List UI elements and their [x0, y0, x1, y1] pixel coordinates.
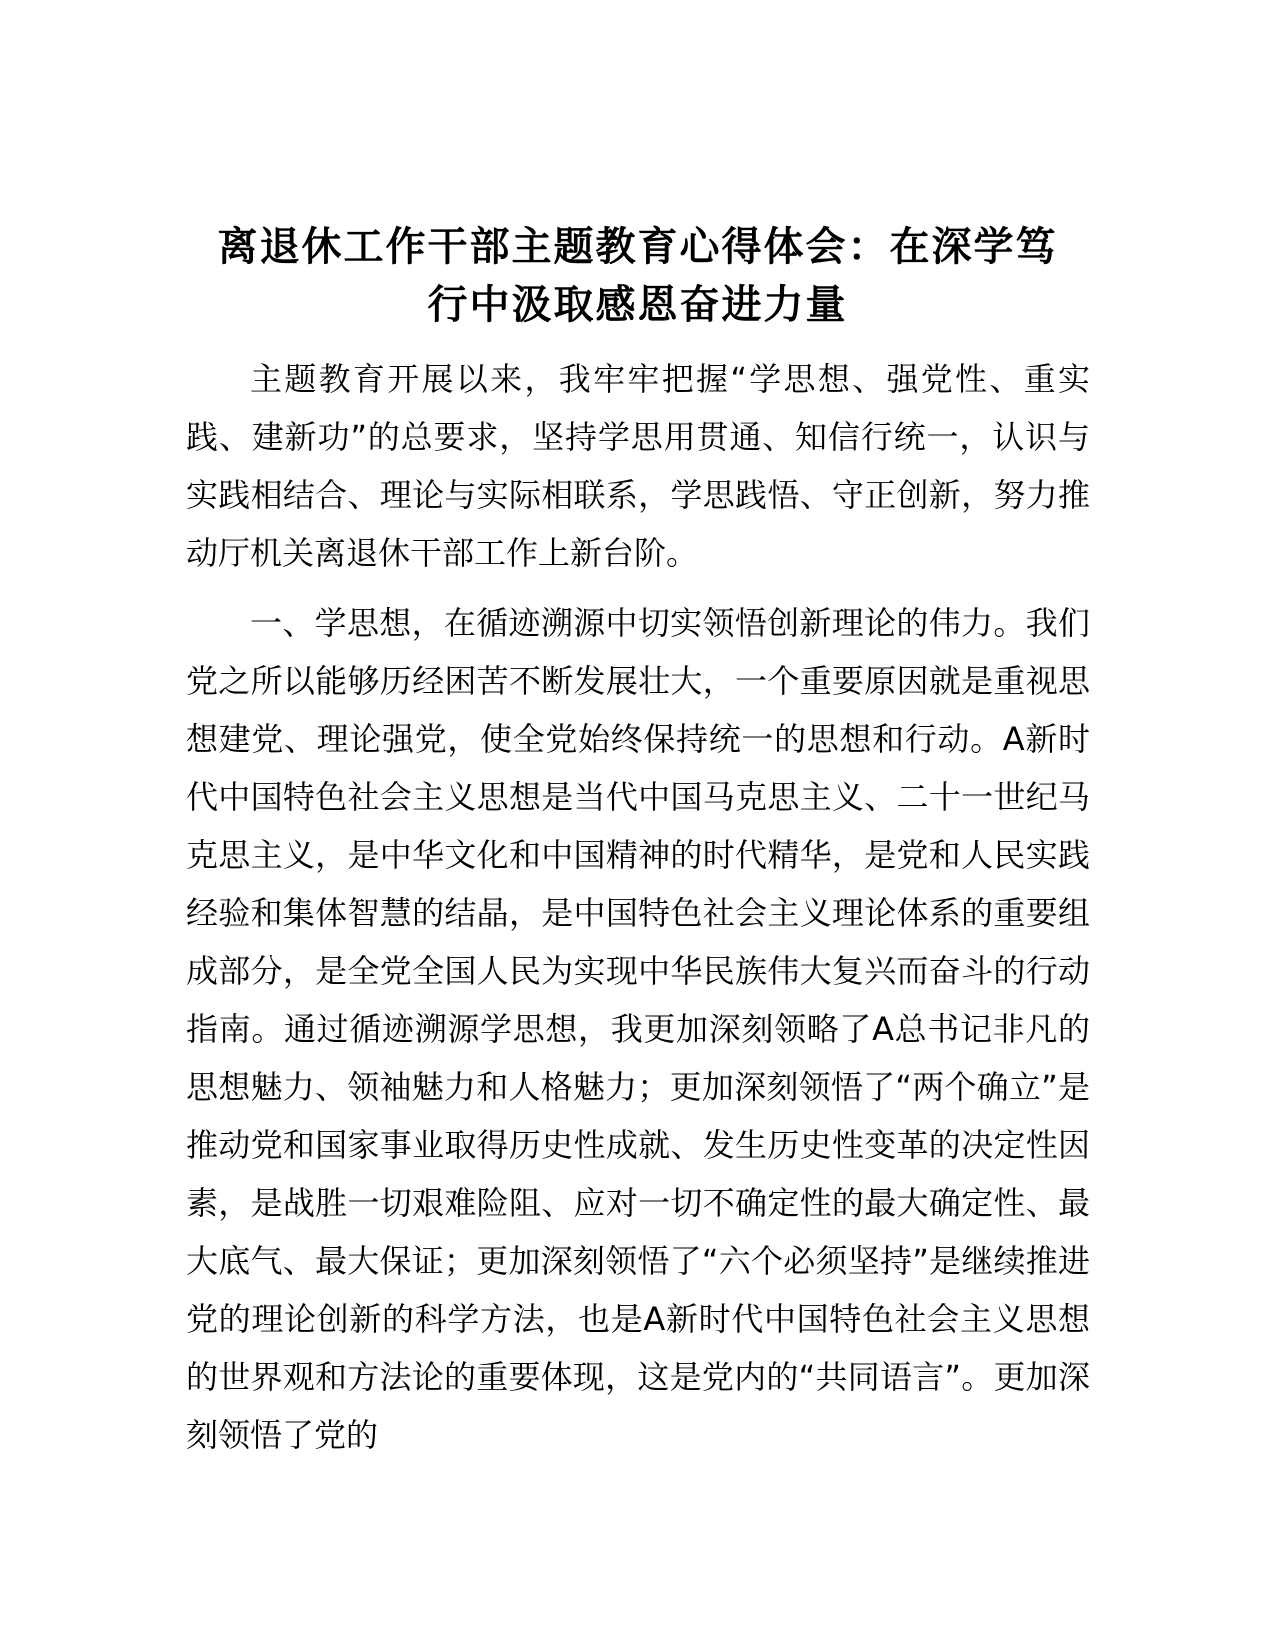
- title-line-2: 行中汲取感恩奋进力量: [427, 282, 848, 328]
- title-line-1: 离退休工作干部主题教育心得体会：在深学笃: [217, 224, 1058, 270]
- document-body: [186, 350, 1090, 1464]
- paragraph-intro: 主题教育开展以来，我牢牢把握“学思想、强党性、重实践、建新功”的总要求，坚持学思用贯通、知信行统一，认识与实践相结合、理论与实际相联系，学思践悟、守正创新，努力推动厅机关离退休干部工作上新台阶。: [186, 360, 1090, 572]
- document-title: [160, 218, 1115, 334]
- paragraph-section-1: 一、学思想，在循迹溯源中切实领悟创新理论的伟力。我们党之所以能够历经困苦不断发展壮大，一个重要原因就是重视思想建党、理论强党，使全党始终保持统一的思想和行动。A新时代中国特色社会主义思想是当代中国马克思主义、二十一世纪马克思主义，是中华文化和中国精神的时代精华，是党和人民实践经验和集体智慧的结晶，是中国特色社会主义理论体系的重要组成部分，是全党全国人民为实现中华民族伟大复兴而奋斗的行动指南。通过循迹溯源学思想，我更加深刻领略了A总书记非凡的思想魅力、领袖魅力和人格魅力；更加深刻领悟了“两个确立”是推动党和国家事业取得历史性成就、发生历史性变革的决定性因素，是战胜一切艰难险阻、应对一切不确定性的最大确定性、最大底气、最大保证；更加深刻领悟了“六个必须坚持”是继续推进党的理论创新的科学方法，也是A新时代中国特色社会主义思想的世界观和方法论的重要体现，这是党内的“共同语言”。更加深刻领悟了党的: [186, 604, 1090, 1454]
